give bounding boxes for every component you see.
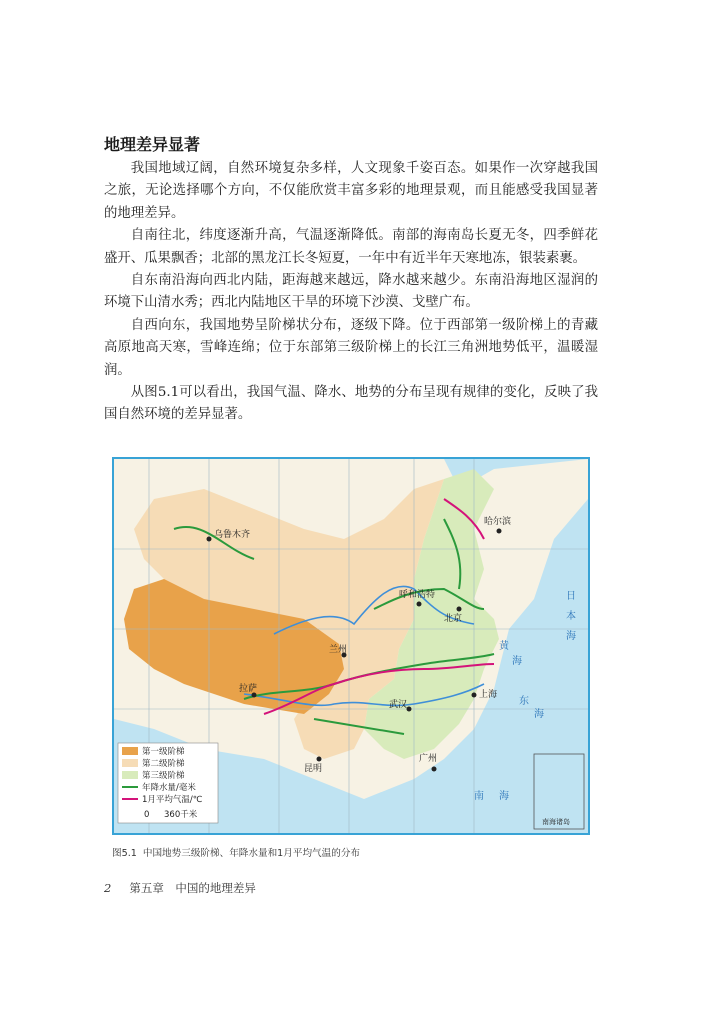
city-label: 武汉 [389,700,408,710]
page-number: 2 [104,881,112,895]
city-label: 拉萨 [239,684,258,694]
city-label: 兰州 [329,645,348,655]
city-label: 昆明 [304,764,323,774]
chapter-title: 第五章 中国的地理差异 [129,881,256,895]
svg-text:南: 南 [474,791,484,802]
svg-text:南海诸岛: 南海诸岛 [542,818,570,826]
figure-number: 图5.1 [112,848,137,859]
paragraph: 自南往北，纬度逐渐升高，气温逐渐降低。南部的海南岛长夏无冬，四季鲜花盛开、瓜果飘香；北部的黑龙江长冬短夏，一年中有近半年天寒地冻，银装素裹。 [104,228,598,266]
svg-text:第二级阶梯: 第二级阶梯 [142,759,185,769]
city-label: 北京 [444,614,463,624]
svg-text:360千米: 360千米 [164,810,198,820]
city-label: 上海 [479,690,498,700]
figure-caption [112,845,366,859]
svg-text:日: 日 [566,591,576,602]
paragraph: 从图5.1可以看出，我国气温、降水、地势的分布呈现有规律的变化，反映了我国自然环境的差异显著。 [104,385,598,423]
body-text [104,158,598,427]
svg-text:本: 本 [566,611,576,622]
china-terrain-map [112,457,590,835]
svg-text:第三级阶梯: 第三级阶梯 [142,771,185,781]
svg-text:海: 海 [499,791,509,802]
city-label: 哈尔滨 [484,517,512,527]
city-label: 广州 [419,754,438,764]
svg-text:海: 海 [534,709,544,720]
figure-caption-text: 中国地势三级阶梯、年降水量和1月平均气温的分布 [142,848,361,859]
city-label: 呼和浩特 [399,590,436,600]
page-footer [104,880,256,896]
section-title: 地理差异显著 [104,135,201,154]
svg-text:东: 东 [519,696,529,707]
svg-text:年降水量/毫米: 年降水量/毫米 [142,783,196,793]
svg-text:黄: 黄 [499,641,509,652]
paragraph: 自西向东，我国地势呈阶梯状分布，逐级下降。位于西部第一级阶梯上的青藏高原地高天寒，雪峰连绵；位于东部第三级阶梯上的长江三角洲地势低平，温暖湿润。 [104,317,598,378]
svg-text:1月平均气温/℃: 1月平均气温/℃ [142,795,203,805]
svg-text:第一级阶梯: 第一级阶梯 [142,747,185,757]
paragraph: 自东南沿海向西北内陆，距海越来越远，降水越来越少。东南沿海地区湿润的环境下山清水秀；西北内陆地区干旱的环境下沙漠、戈壁广布。 [104,273,598,311]
legend [118,743,218,823]
map-svg [114,459,588,833]
paragraph: 我国地域辽阔，自然环境复杂多样，人文现象千姿百态。如果作一次穿越我国之旅，无论选择哪个方向，不仅能欣赏丰富多彩的地理景观，而且能感受我国显著的地理差异。 [104,161,598,221]
svg-text:海: 海 [512,656,522,667]
inset-map [534,754,584,829]
city-label: 乌鲁木齐 [214,530,251,540]
svg-text:0: 0 [144,810,150,820]
svg-text:海: 海 [566,631,576,642]
